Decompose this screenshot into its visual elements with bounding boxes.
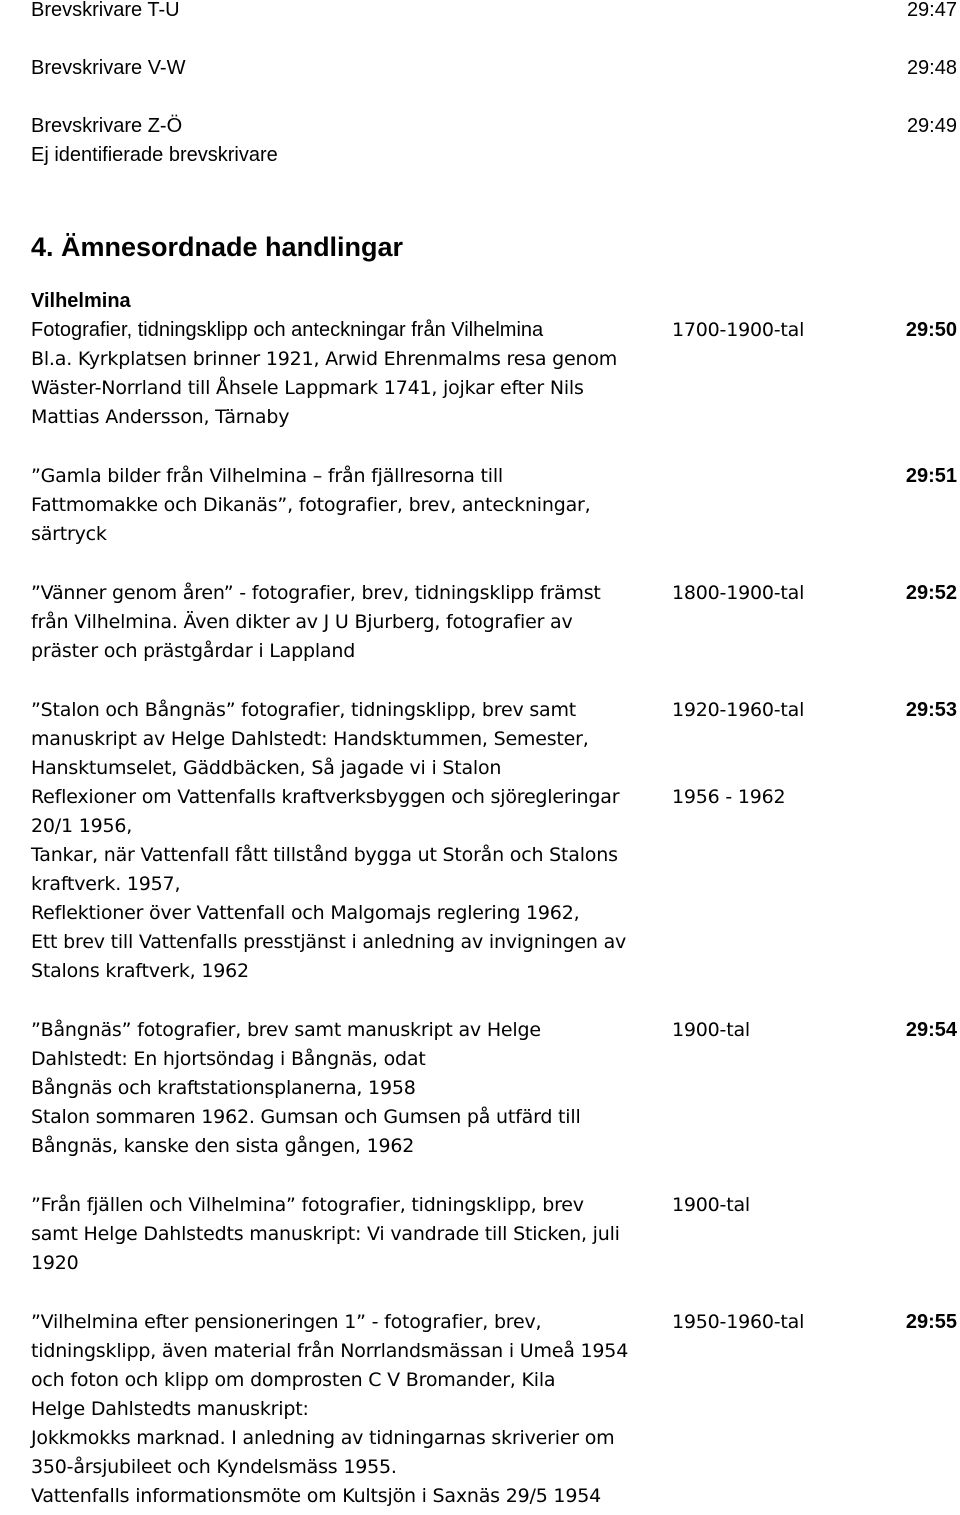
entry-line: manuskript av Helge Dahlstedt: Handsktummen, Semester, (31, 728, 589, 750)
ref-number: 29:50 (905, 319, 957, 341)
entry-line: särtryck (31, 523, 107, 545)
entry-line: ”Stalon och Bångnäs” fotografier, tidningsklipp, brev samt (31, 699, 577, 721)
ref-number: 29:53 (905, 699, 957, 721)
entry-line: Stalon sommaren 1962. Gumsan och Gumsen på utfärd till (31, 1106, 581, 1128)
list-item-label: Brevskrivare T-U (31, 0, 180, 21)
entry-line: från Vilhelmina. Även dikter av J U Bjurberg, fotografier av (31, 611, 573, 633)
entry-date: 1956 - 1962 (672, 786, 786, 808)
entry-line: 20/1 1956, (31, 815, 133, 837)
list-item-label: Brevskrivare Z-Ö (31, 115, 183, 137)
entry-date: 1950-1960-tal (672, 1311, 805, 1333)
ref-number: 29:52 (905, 582, 957, 604)
entry-line: ”Gamla bilder från Vilhelmina – från fjällresorna till (31, 465, 504, 487)
entry-line: ”Vänner genom åren” - fotografier, brev, tidningsklipp främst (31, 582, 601, 604)
entry-line: Ett brev till Vattenfalls presstjänst i anledning av invigningen av (31, 931, 627, 953)
entry-line: ”Bångnäs” fotografier, brev samt manuskript av Helge (31, 1019, 541, 1041)
entry-date: 1700-1900-tal (672, 319, 805, 341)
list-item-label: Ej identifierade brevskrivare (31, 144, 278, 166)
entry-line: Fotografier, tidningsklipp och anteckningar från Vilhelmina (31, 319, 544, 341)
entry-line: Vattenfalls informationsmöte om Kultsjön i Saxnäs 29/5 1954 (31, 1485, 601, 1507)
entry-date: 1900-tal (672, 1194, 750, 1216)
entry-date: 1920-1960-tal (672, 699, 805, 721)
entry-line: Wäster-Norrland till Åhsele Lappmark 1741, jojkar efter Nils (31, 377, 584, 399)
entry-line: Reflektioner över Vattenfall och Malgomajs reglering 1962, (31, 902, 580, 924)
entry-line: präster och prästgårdar i Lappland (31, 640, 356, 662)
entry-line: ”Från fjällen och Vilhelmina” fotografier, tidningsklipp, brev (31, 1194, 584, 1216)
ref-number: 29:54 (905, 1019, 957, 1041)
entry-line: ”Vilhelmina efter pensioneringen 1” - fotografier, brev, (31, 1311, 542, 1333)
entry-line: Mattias Andersson, Tärnaby (31, 406, 290, 428)
entry-line: Dahlstedt: En hjortsöndag i Bångnäs, odat (31, 1048, 426, 1070)
entry-line: Tankar, när Vattenfall fått tillstånd bygga ut Storån och Stalons (31, 844, 618, 866)
ref-number: 29:55 (905, 1311, 957, 1333)
entry-line: Reflexioner om Vattenfalls kraftverksbyggen och sjöregleringar (31, 786, 620, 808)
entry-line: Jokkmokks marknad. I anledning av tidningarnas skriverier om (31, 1427, 615, 1449)
section-heading: 4. Ämnesordnade handlingar (31, 232, 404, 262)
ref-number: 29:48 (906, 57, 957, 79)
entry-line: Fattmomakke och Dikanäs”, fotografier, brev, anteckningar, (31, 494, 591, 516)
ref-number: 29:51 (905, 465, 957, 487)
entry-line: 350-årsjubileet och Kyndelsmäss 1955. (31, 1456, 397, 1478)
list-item-label: Brevskrivare V-W (31, 57, 186, 79)
entry-line: tidningsklipp, även material från Norrlandsmässan i Umeå 1954 (31, 1340, 629, 1362)
entry-line: 1920 (31, 1252, 79, 1274)
ref-number: 29:49 (906, 115, 957, 137)
entry-line: kraftverk. 1957, (31, 873, 181, 895)
entry-date: 1800-1900-tal (672, 582, 805, 604)
entry-line: Hansktumselet, Gäddbäcken, Så jagade vi i Stalon (31, 757, 502, 779)
entry-line: Helge Dahlstedts manuskript: (31, 1398, 309, 1420)
entry-line: Bångnäs, kanske den sista gången, 1962 (31, 1135, 415, 1157)
ref-number: 29:47 (906, 0, 957, 21)
entry-date: 1900-tal (672, 1019, 750, 1041)
entry-line: och foton och klipp om domprosten C V Bromander, Kila (31, 1369, 556, 1391)
entry-line: samt Helge Dahlstedts manuskript: Vi vandrade till Sticken, juli (31, 1223, 620, 1245)
entry-line: Bl.a. Kyrkplatsen brinner 1921, Arwid Ehrenmalms resa genom (31, 348, 618, 370)
entry-line: Stalons kraftverk, 1962 (31, 960, 249, 982)
subsection-title: Vilhelmina (31, 290, 131, 312)
entry-line: Bångnäs och kraftstationsplanerna, 1958 (31, 1077, 416, 1099)
